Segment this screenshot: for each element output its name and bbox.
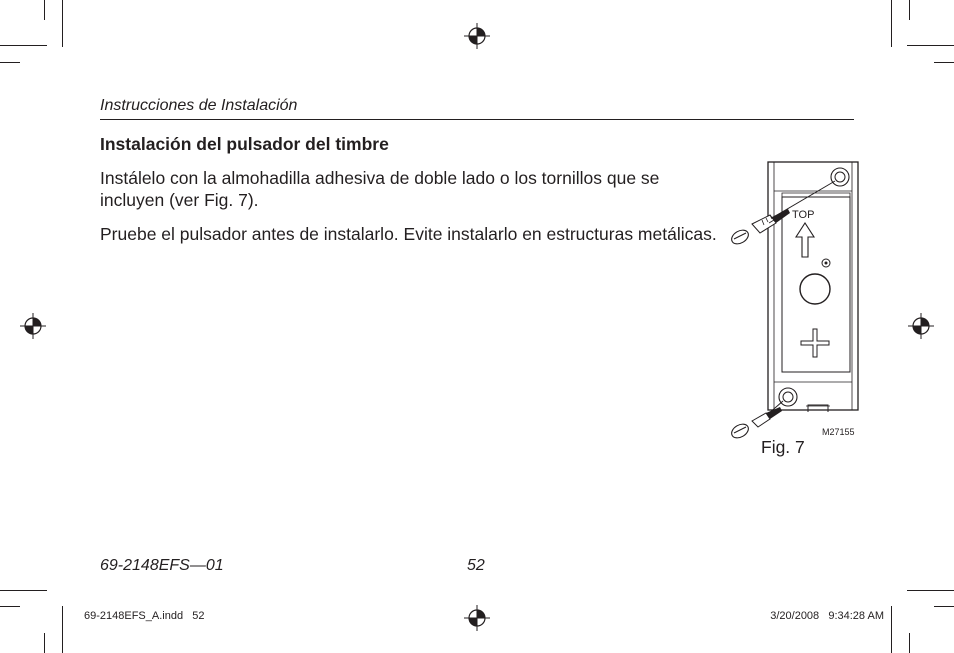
- crop-mark: [0, 606, 20, 607]
- document-number: 69-2148EFS—01: [100, 557, 224, 574]
- crop-mark: [934, 606, 954, 607]
- crop-mark: [0, 590, 47, 591]
- paragraph: Pruebe el pulsador antes de instalarlo. Evite instalarlo en estructuras metálicas.: [100, 224, 717, 244]
- crop-mark: [44, 0, 45, 20]
- crop-mark: [907, 45, 954, 46]
- slug-timestamp: [770, 610, 884, 622]
- screw-hole-icon: [779, 388, 797, 406]
- slug-timestamp-text: 3/20/2008 9:34:28 AM: [770, 610, 884, 622]
- page-number: 52: [467, 557, 485, 574]
- crop-mark: [891, 606, 892, 653]
- doorbell-button-icon: [800, 274, 830, 304]
- crop-mark: [909, 633, 910, 653]
- crop-mark: [907, 590, 954, 591]
- section-title: Instalación del pulsador del timbre: [100, 134, 389, 154]
- figure-code: M27155: [822, 427, 855, 437]
- registration-mark-icon: [464, 23, 490, 49]
- header-rule: [100, 119, 854, 120]
- registration-mark-icon: [464, 605, 490, 631]
- paragraph: Instálelo con la almohadilla adhesiva de doble lado o los tornillos que se incluyen (ver Fig. 7).: [100, 168, 660, 210]
- registration-mark-icon: [908, 313, 934, 339]
- running-header: Instrucciones de Instalación: [100, 97, 298, 114]
- top-label: TOP: [792, 209, 815, 221]
- slug-file-text: 69-2148EFS_A.indd 52: [84, 610, 205, 622]
- crop-mark: [62, 0, 63, 47]
- registration-mark-icon: [20, 313, 46, 339]
- screw-hole-icon: [831, 168, 849, 186]
- crop-mark: [0, 62, 20, 63]
- crop-mark: [891, 0, 892, 47]
- crop-mark: [62, 606, 63, 653]
- crop-mark: [0, 45, 47, 46]
- crop-mark: [934, 62, 954, 63]
- crop-mark: [44, 633, 45, 653]
- crop-mark: [909, 0, 910, 20]
- doorbell-button-figure: [720, 157, 870, 447]
- figure-caption: Fig. 7: [761, 437, 805, 457]
- slug-file: [84, 610, 204, 622]
